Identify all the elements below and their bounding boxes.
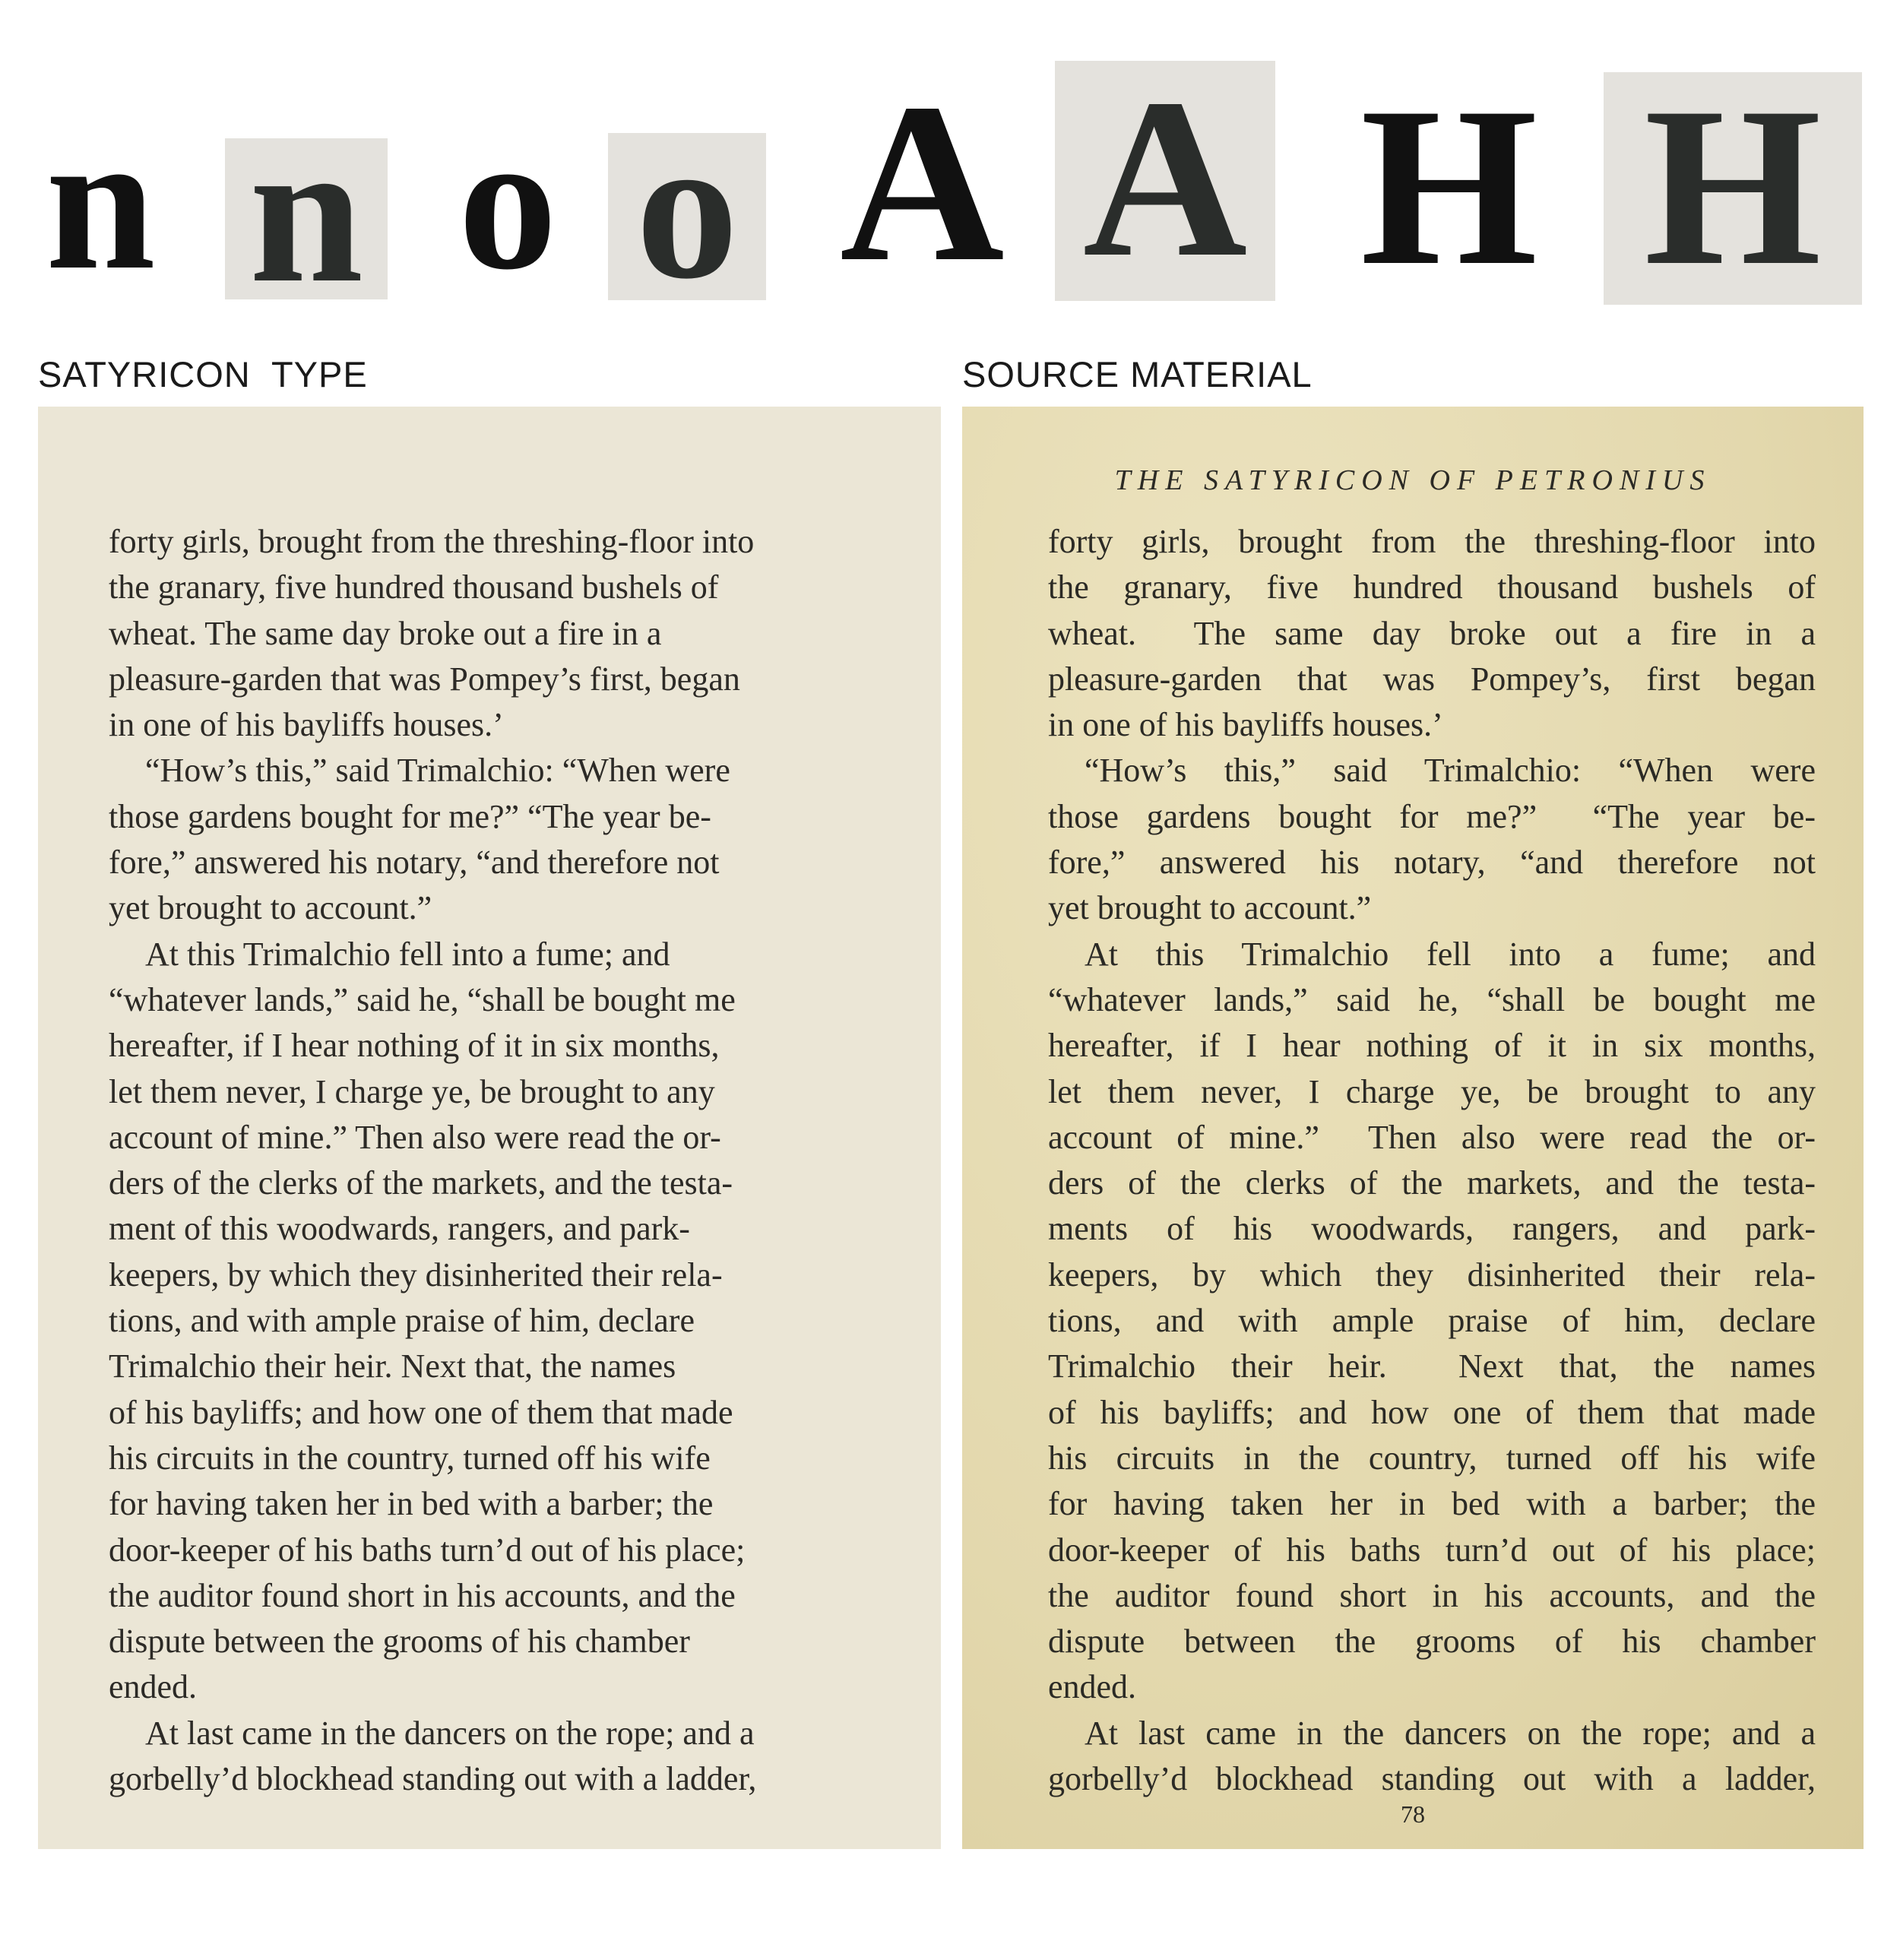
source-glyph-A: A: [1082, 61, 1248, 301]
text-line: ders of the clerks of the markets, and the testa-: [1048, 1164, 1816, 1202]
text-line: pleasure-garden that was Pompey’s first, began: [109, 660, 740, 698]
text-line: door-keeper of his baths turn’d out of his place;: [1048, 1531, 1816, 1569]
text-line: his circuits in the country, turned off his wife: [109, 1439, 711, 1477]
text-line: his circuits in the country, turned off his wife: [1048, 1439, 1816, 1477]
text-line: let them never, I charge ye, be brought to any: [109, 1072, 715, 1110]
specimen-glyph-n: n: [46, 92, 156, 311]
text-line: door-keeper of his baths turn’d out of his place;: [109, 1531, 746, 1569]
text-line: forty girls, brought from the threshing-floor into: [109, 523, 755, 560]
text-line: in one of his bayliffs houses.’: [1048, 706, 1443, 744]
text-line: fore,” answered his notary, “and therefore not: [1048, 844, 1816, 882]
text-line: Trimalchio their heir. Next that, the names: [109, 1347, 676, 1385]
text-line: yet brought to account.”: [109, 889, 432, 927]
text-line: At last came in the dancers on the rope; and a: [145, 1714, 755, 1752]
source-glyph-H: H: [1644, 72, 1822, 305]
text-line: yet brought to account.”: [1048, 889, 1372, 927]
text-line: fore,” answered his notary, “and therefore not: [109, 844, 720, 882]
page-number: 78: [1401, 1800, 1425, 1828]
text-line: those gardens bought for me?” “The year be-: [1048, 797, 1816, 835]
text-line: ment of this woodwards, rangers, and park-: [109, 1210, 690, 1248]
specimen-glyph-H: H: [1360, 60, 1538, 312]
source-swatch-n: [225, 138, 388, 299]
text-line: pleasure-garden that was Pompey’s, first began: [1048, 660, 1816, 698]
source-material-panel: [962, 407, 1864, 1849]
text-line: those gardens bought for me?” “The year be-: [109, 797, 711, 835]
text-line: hereafter, if I hear nothing of it in six months,: [109, 1027, 720, 1065]
specimen-glyph-A: A: [840, 56, 1005, 309]
text-line: gorbelly’d blockhead standing out with a ladder,: [1048, 1760, 1816, 1798]
text-line: of his bayliffs; and how one of them that made: [1048, 1393, 1816, 1431]
text-line: Trimalchio their heir. Next that, the names: [1048, 1347, 1816, 1385]
label-satyricon-type: SATYRICON TYPE: [38, 354, 368, 394]
text-line: keepers, by which they disinherited their rela-: [109, 1255, 723, 1293]
text-line: ended.: [1048, 1668, 1137, 1706]
text-line: the auditor found short in his accounts, and the: [109, 1576, 736, 1614]
text-line: of his bayliffs; and how one of them that made: [109, 1393, 733, 1431]
text-line: gorbelly’d blockhead standing out with a ladder,: [109, 1760, 757, 1798]
source-glyph-o: o: [635, 133, 739, 300]
text-line: dispute between the grooms of his chamber: [1048, 1623, 1816, 1661]
source-swatch-A: [1055, 61, 1275, 301]
text-line: At last came in the dancers on the rope; and a: [1085, 1714, 1816, 1752]
label-source-material: SOURCE MATERIAL: [962, 354, 1313, 394]
text-line: wheat. The same day broke out a fire in a: [1048, 614, 1816, 652]
typeset-text-block: [109, 519, 756, 1802]
text-line: the auditor found short in his accounts, and the: [1048, 1576, 1816, 1614]
text-line: At this Trimalchio fell into a fume; and: [145, 935, 670, 973]
text-line: forty girls, brought from the threshing-floor into: [1048, 523, 1816, 560]
text-line: “whatever lands,” said he, “shall be bought me: [109, 980, 736, 1018]
text-line: dispute between the grooms of his chamber: [109, 1623, 690, 1661]
text-line: let them never, I charge ye, be brought to any: [1048, 1072, 1816, 1110]
text-line: “How’s this,” said Trimalchio: “When were: [1085, 752, 1816, 790]
text-line: account of mine.” Then also were read the or-: [1048, 1118, 1816, 1156]
text-line: for having taken her in bed with a barber; the: [109, 1485, 714, 1523]
text-line: tions, and with ample praise of him, declare: [1048, 1302, 1816, 1340]
text-line: “How’s this,” said Trimalchio: “When were: [145, 752, 730, 790]
text-line: At this Trimalchio fell into a fume; and: [1085, 935, 1816, 973]
text-line: ders of the clerks of the markets, and the testa-: [109, 1164, 733, 1202]
text-line: tions, and with ample praise of him, declare: [109, 1302, 695, 1340]
source-glyph-n: n: [249, 138, 364, 299]
text-line: “whatever lands,” said he, “shall be bought me: [1048, 980, 1816, 1018]
text-line: wheat. The same day broke out a fire in a: [109, 614, 662, 652]
text-line: for having taken her in bed with a barber; the: [1048, 1485, 1816, 1523]
text-line: ments of his woodwards, rangers, and park-: [1048, 1210, 1816, 1248]
text-line: account of mine.” Then also were read the or-: [109, 1118, 721, 1156]
text-line: the granary, five hundred thousand bushels of: [109, 568, 719, 606]
source-swatch-o: [608, 133, 766, 300]
specimen-glyph-o: o: [458, 92, 557, 311]
text-line: keepers, by which they disinherited their rela-: [1048, 1255, 1816, 1293]
source-swatch-H: [1604, 72, 1862, 305]
running-head: THE SATYRICON OF PETRONIUS: [1114, 464, 1712, 496]
text-line: in one of his bayliffs houses.’: [109, 706, 504, 744]
text-line: ended.: [109, 1668, 198, 1706]
text-line: the granary, five hundred thousand bushels of: [1048, 568, 1816, 606]
satyricon-type-panel: [38, 407, 941, 1849]
text-line: hereafter, if I hear nothing of it in six months,: [1048, 1027, 1816, 1065]
source-text-block: [1048, 519, 1816, 1802]
